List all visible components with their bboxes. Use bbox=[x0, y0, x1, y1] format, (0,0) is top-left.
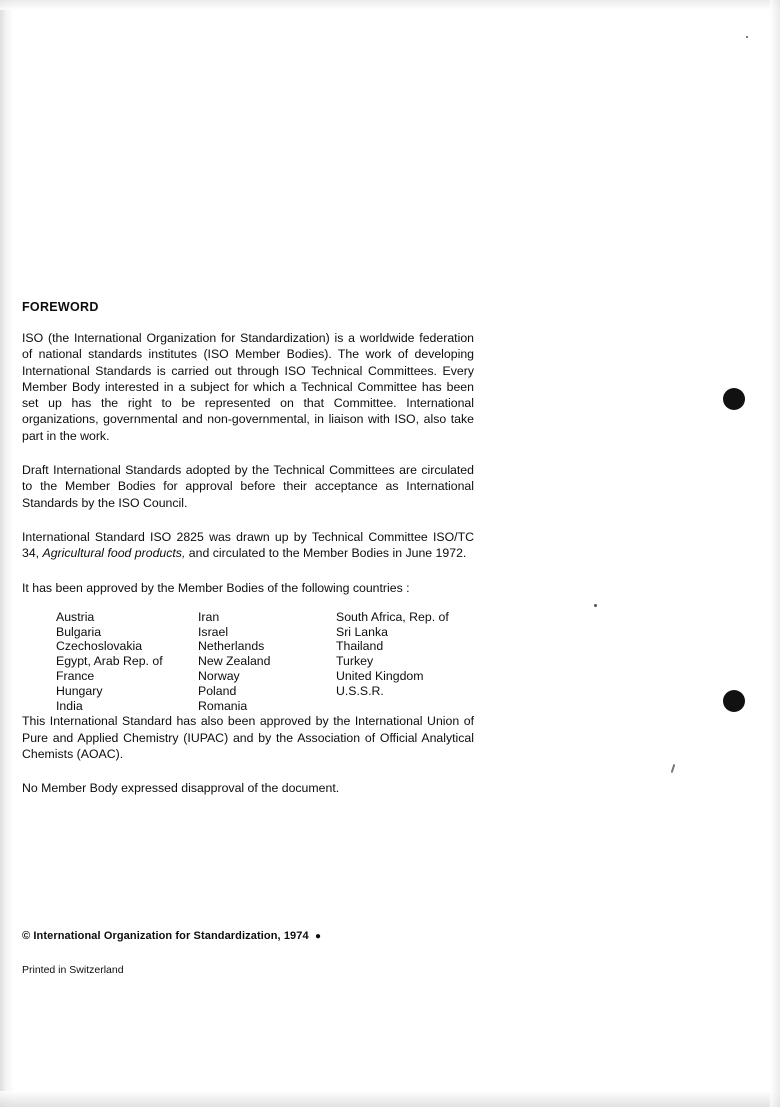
page-edge-shadow-bottom bbox=[0, 1091, 780, 1107]
country-item: Czechoslovakia bbox=[56, 639, 143, 654]
scan-speck bbox=[671, 764, 676, 773]
country-item: Hungary bbox=[56, 683, 103, 698]
disapproval-paragraph: No Member Body expressed disapproval of the document. bbox=[22, 781, 340, 796]
approval-intro: It has been approved by the Member Bodies of the following countries : bbox=[22, 580, 410, 595]
country-item: France bbox=[56, 669, 95, 684]
standard-origin-paragraph bbox=[22, 529, 474, 562]
standard-origin-text-part1: International Standard ISO 2825 was drawn up by Technical Committee ISO/TC 34, bbox=[22, 529, 474, 561]
iupac-aoac-paragraph: This International Standard has also been approved by the International Union of Pure and Applied Chemistry (IUPAC) and by the Association of Official Analytical Chemists (AOAC). bbox=[22, 714, 474, 762]
copyright-notice bbox=[22, 930, 522, 942]
country-item: Netherlands bbox=[198, 639, 265, 654]
foreword-paragraph-1: ISO (the International Organization for Standardization) is a worldwide federation of national standards institutes (ISO Member Bodies). The work of developing International Standards is carried out through ISO Technical Committees. Every Member Body interested in a subject for which a Technical Committee has been set up has the right to be represented on that Committee. International organizations, governmental and non-governmental, in liaison with ISO, also take part in the work. bbox=[22, 331, 474, 443]
page-edge-shadow-top bbox=[0, 0, 780, 10]
standard-origin-text-part2: and circulated to the Member Bodies in June 1972. bbox=[185, 546, 467, 561]
printed-in-notice: Printed in Switzerland bbox=[22, 964, 124, 976]
country-item: Romania bbox=[198, 698, 248, 713]
standard-origin-italic-title: Agricultural food products, bbox=[42, 546, 186, 561]
copyright-text: © International Organization for Standardization, 1974 bbox=[22, 930, 309, 942]
country-item: Thailand bbox=[336, 639, 384, 654]
scan-speck bbox=[746, 36, 748, 38]
country-item: South Africa, Rep. of bbox=[336, 609, 449, 624]
binding-hole-upper bbox=[723, 388, 745, 410]
country-item: Sri Lanka bbox=[336, 624, 388, 639]
country-item: Turkey bbox=[336, 654, 374, 669]
page-edge-shadow-left bbox=[0, 0, 14, 1107]
country-item: Iran bbox=[198, 609, 220, 624]
copyright-dot-icon: ● bbox=[315, 931, 322, 942]
scan-speck bbox=[594, 604, 597, 607]
country-item: Austria bbox=[56, 609, 95, 624]
document-body bbox=[22, 300, 474, 797]
country-item: Egypt, Arab Rep. of bbox=[56, 654, 163, 669]
approving-countries-list bbox=[22, 610, 474, 714]
country-item: U.S.S.R. bbox=[336, 683, 384, 698]
country-item: India bbox=[56, 698, 83, 713]
country-item bbox=[336, 699, 474, 714]
page-edge-shadow-right bbox=[770, 0, 780, 1107]
country-item: Israel bbox=[198, 624, 229, 639]
foreword-heading: FOREWORD bbox=[22, 300, 99, 314]
binding-hole-lower bbox=[723, 690, 745, 712]
country-item: Poland bbox=[198, 683, 237, 698]
country-item: New Zealand bbox=[198, 654, 271, 669]
page-footer bbox=[22, 930, 522, 976]
country-item: Bulgaria bbox=[56, 624, 102, 639]
country-item: United Kingdom bbox=[336, 669, 424, 684]
country-item: Norway bbox=[198, 669, 240, 684]
foreword-paragraph-2: Draft International Standards adopted by the Technical Committees are circulated to the Member Bodies for approval before their acceptance as International Standards by the ISO Council. bbox=[22, 463, 474, 510]
